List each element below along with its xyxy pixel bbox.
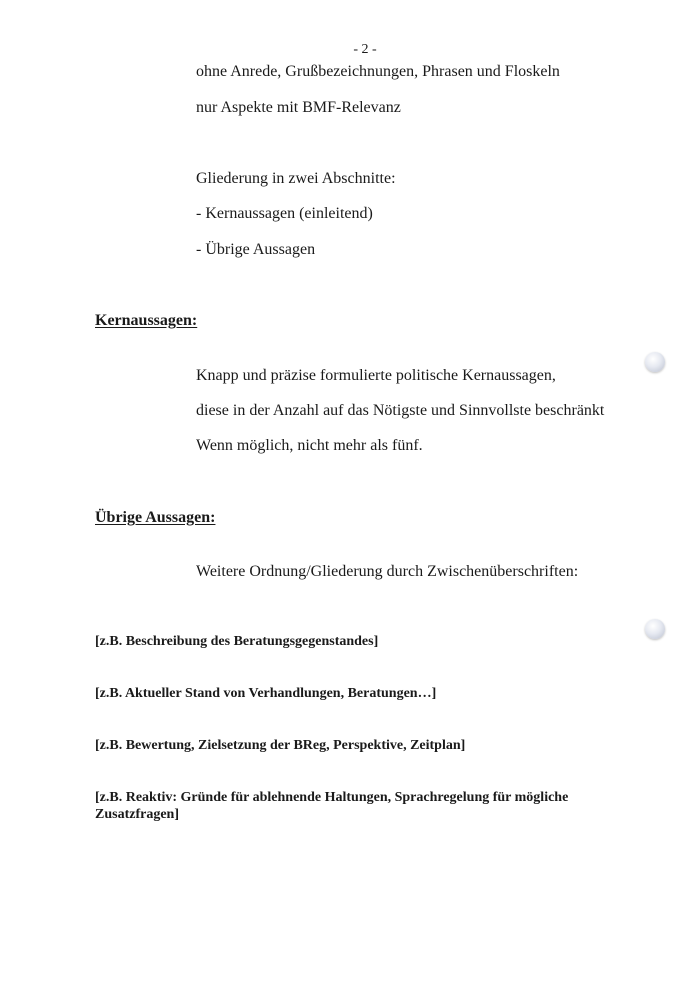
punch-hole-bottom (645, 619, 665, 639)
intro-line-2: nur Aspekte mit BMF-Relevanz (196, 99, 401, 116)
structure-item-kernaussagen: - Kernaussagen (einleitend) (196, 205, 373, 222)
punch-hole-top (645, 352, 665, 372)
kernaussagen-heading: Kernaussagen: (95, 312, 198, 329)
structure-heading-line: Gliederung in zwei Abschnitte: (196, 170, 396, 187)
example-item-4: [z.B. Reaktiv: Gründe für ablehnende Haltungen, Sprachregelung für mögliche Zusatzfragen] (95, 790, 569, 822)
intro-line-1: ohne Anrede, Grußbezeichnungen, Phrasen und Floskeln (196, 63, 560, 80)
example-item-2: [z.B. Aktueller Stand von Verhandlungen, Beratungen…] (95, 686, 437, 701)
example-item-1: [z.B. Beschreibung des Beratungsgegenstandes] (95, 634, 379, 649)
example-item-3: [z.B. Bewertung, Zielsetzung der BReg, Perspektive, Zeitplan] (95, 738, 466, 753)
uebrige-aussagen-line: Weitere Ordnung/Gliederung durch Zwischenüberschriften: (196, 563, 579, 580)
kernaussagen-line-1: Knapp und präzise formulierte politische Kernaussagen, (196, 367, 556, 384)
structure-item-uebrige: - Übrige Aussagen (196, 241, 316, 258)
kernaussagen-line-2: diese in der Anzahl auf das Nötigste und Sinnvollste beschränkt (196, 402, 605, 419)
kernaussagen-line-3: Wenn möglich, nicht mehr als fünf. (196, 437, 423, 454)
page-number: - 2 - (353, 42, 377, 57)
uebrige-aussagen-heading: Übrige Aussagen: (95, 509, 216, 526)
